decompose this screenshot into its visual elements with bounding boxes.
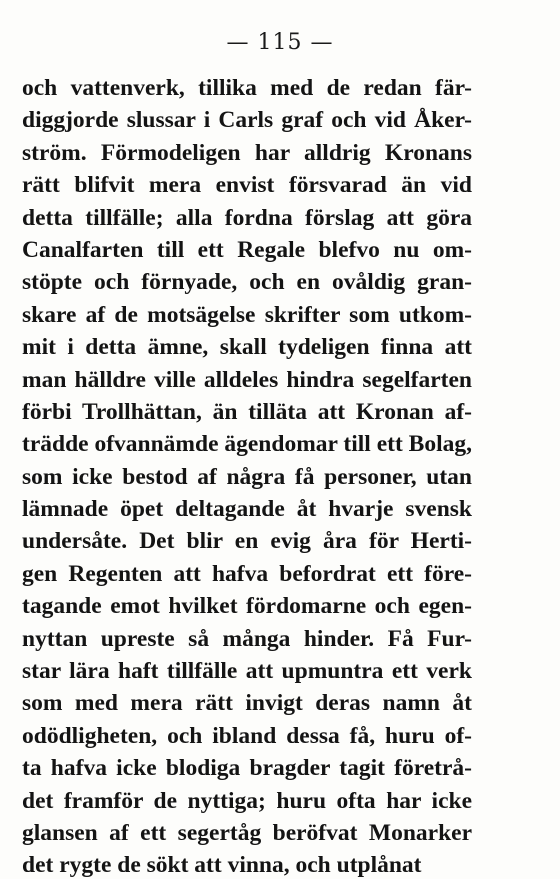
text-line: ström. Förmodeligen har alldrig Kronans	[22, 139, 472, 166]
text-line: ta hafva icke blodiga bragder tagit företrå-	[22, 755, 472, 782]
text-line: detta tillfälle; alla fordna förslag att göra	[22, 204, 472, 231]
text-line: tagande emot hvilket fördomarne och egen-	[22, 593, 472, 620]
text-line: och vattenverk, tillika med de redan fär-	[22, 75, 472, 101]
text-line: mit i detta ämne, skall tydeligen finna att	[22, 334, 472, 361]
text-line: Canalfarten till ett Regale blefvo nu om-	[22, 236, 472, 263]
text-line: gen Regenten att hafva befordrat ett före-	[22, 560, 472, 587]
text-line: man hälldre ville alldeles hindra segelfarten	[22, 366, 472, 393]
text-line: som med mera rätt invigt deras namn åt	[22, 690, 472, 717]
text-line: det framför de nyttiga; huru ofta har icke	[22, 787, 472, 814]
text-line: odödligheten, och ibland dessa få, huru of-	[22, 722, 472, 749]
text-line: lämnade öpet deltagande åt hvarje svensk	[22, 496, 472, 523]
text-line: trädde ofvannämde ägendomar till ett Bolag,	[22, 431, 472, 458]
text-line: nyttan upreste så många hinder. Få Fur-	[22, 625, 472, 652]
body-text	[22, 72, 472, 882]
text-line: det rygte de sökt att vinna, och utplånat	[22, 852, 422, 879]
text-line: förbi Trollhättan, än tilläta att Kronan af-	[22, 398, 472, 425]
text-line: undersåte. Det blir en evig åra för Herti-	[22, 528, 472, 555]
text-line: stöpte och förnyade, och en ovåldig gran-	[22, 269, 472, 296]
text-line: som icke bestod af några få personer, utan	[22, 463, 472, 490]
text-line: rätt blifvit mera envist försvarad än vid	[22, 172, 472, 199]
text-line: diggjorde slussar i Carls graf och vid Åker-	[22, 107, 472, 134]
text-line: skare af de motsägelse skrifter som utkom-	[22, 301, 472, 328]
page-number: — 115 —	[226, 30, 334, 55]
text-line: glansen af ett segertåg beröfvat Monarker	[22, 819, 472, 846]
text-line: star lära haft tillfälle att upmuntra ett verk	[22, 658, 472, 685]
